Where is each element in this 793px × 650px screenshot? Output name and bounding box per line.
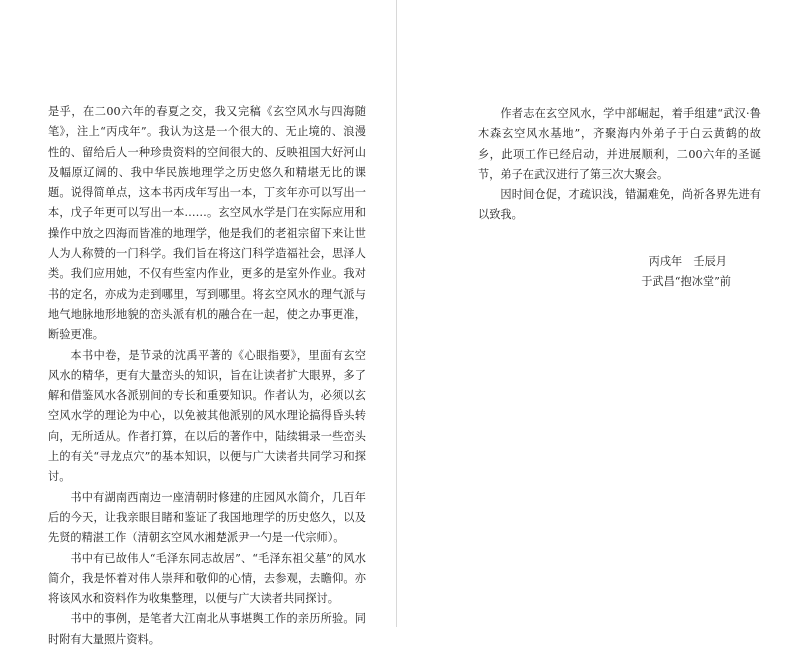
paragraph: 书中有湖南西南边一座清朝时修建的庄园风水简介，几百年后的今天，让我亲眼目睹和鉴证了我国地理学的历史悠久，以及先贤的精湛工作（清朝玄空风水湘楚派尹一勺是一代宗师）。 [48, 490, 366, 545]
left-page [48, 102, 366, 650]
paragraph: 本书中卷，是节录的沈禹平著的《心眼指要》，里面有玄空风水的精华，更有大量峦头的知识，旨在让读者扩大眼界，多了解和借鉴风水各派别间的专长和重要知识。作者认为，必须以玄空风水学的理论为中心，以免被其他派别的风水理论搞得昏头转向，无所适从。作者打算，在以后的著作中，陆续辑录一些峦头上的有关“寻龙点穴”的基本知识，以便与广大读者共同学习和探讨。 [48, 348, 366, 484]
paragraph: 书中有已故伟人“毛泽东同志故居”、“毛泽东祖父墓”的风水简介，我是怀着对伟人崇拜和敬仰的心情，去参观，去瞻仰。亦将该风水和资料作为收集整理，以便与广大读者共同探讨。 [48, 551, 366, 606]
paragraph: 作者志在玄空风水，学中部崛起，着手组建“武汉·鲁木森玄空风水基地”，齐聚海内外弟子于白云黄鹤的故乡，此项工作已经启动，并进展顺利，二00六年的圣诞节，弟子在武汉进行了第三次大聚会。 [478, 107, 761, 181]
paragraph: 因时间仓促，才疏识浅，错漏难免，尚祈各界先进有以致我。 [478, 188, 761, 222]
signature-place: 于武昌“抱冰堂”前 [641, 275, 731, 289]
right-page [478, 104, 761, 292]
page-gutter [396, 0, 397, 627]
paragraph: 书中的事例，是笔者大江南北从事堪舆工作的亲历所验。同时附有大量照片资料。 [48, 612, 366, 646]
paragraph: 是乎，在二00六年的春夏之交，我又完稿《玄空风水与四海随笔》，注上“丙戌年”。我认为这是一个很大的、无止境的、浪漫性的、留给后人一种珍贵资料的空间很大的、反映祖国大好河山及幅原辽阔的、我中华民族地理学之历史悠久和精堪无比的课题。说得简单点，这本书丙戌年写出一本，丁亥年亦可以写出一本，戊子年更可以写出一本……。玄空风水学是门在实际应用和操作中放之四海而皆准的地理学，他是我们的老祖宗留下来让世人为人称赞的一门科学。我们旨在将这门科学造福社会，思泽人类。我们应用她，不仅有些室内作业，更多的是室外作业。我对书的定名，亦成为走到哪里，写到哪里。将玄空风水的理气派与地气地脉地形地貌的峦头派有机的融合在一起，使之办事更准，断验更准。 [48, 105, 366, 342]
signature-date: 丙戌年 壬辰月 [648, 254, 727, 268]
